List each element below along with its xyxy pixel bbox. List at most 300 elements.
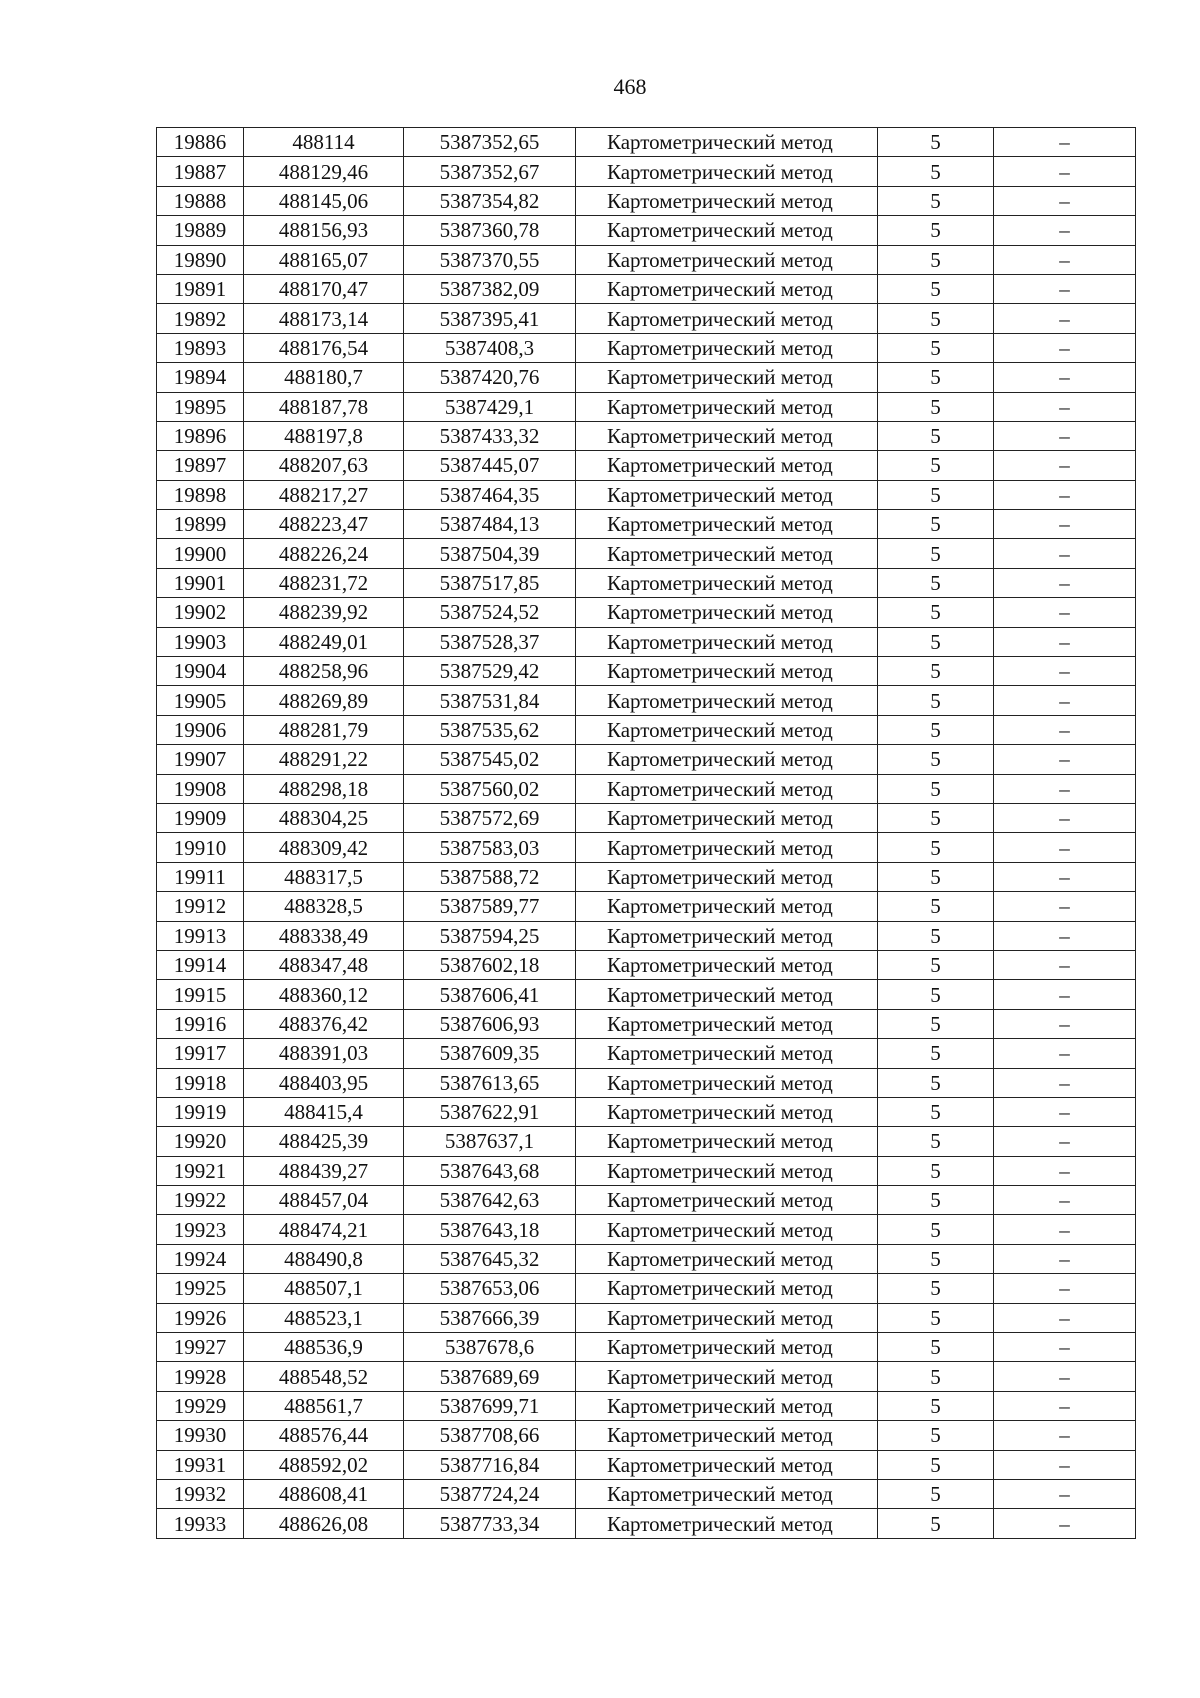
y-coordinate-cell: 5387545,02 bbox=[404, 745, 576, 774]
x-coordinate-cell: 488474,21 bbox=[244, 1215, 404, 1244]
accuracy-cell: 5 bbox=[878, 1303, 994, 1332]
page-number: 468 bbox=[613, 74, 647, 99]
accuracy-cell: 5 bbox=[878, 510, 994, 539]
table-row bbox=[157, 245, 1136, 274]
table-row bbox=[157, 1127, 1136, 1156]
accuracy-cell: 5 bbox=[878, 950, 994, 979]
point-number-cell: 19929 bbox=[157, 1391, 244, 1420]
y-coordinate-cell: 5387609,35 bbox=[404, 1039, 576, 1068]
note-cell: – bbox=[994, 833, 1136, 862]
accuracy-cell: 5 bbox=[878, 363, 994, 392]
method-cell: Картометрический метод bbox=[576, 1097, 878, 1126]
note-cell: – bbox=[994, 510, 1136, 539]
x-coordinate-cell: 488197,8 bbox=[244, 421, 404, 450]
accuracy-cell: 5 bbox=[878, 216, 994, 245]
y-coordinate-cell: 5387395,41 bbox=[404, 304, 576, 333]
method-cell: Картометрический метод bbox=[576, 421, 878, 450]
point-number-cell: 19927 bbox=[157, 1333, 244, 1362]
table-row bbox=[157, 333, 1136, 362]
point-number-cell: 19895 bbox=[157, 392, 244, 421]
table-row bbox=[157, 1039, 1136, 1068]
x-coordinate-cell: 488425,39 bbox=[244, 1127, 404, 1156]
note-cell: – bbox=[994, 921, 1136, 950]
method-cell: Картометрический метод bbox=[576, 1274, 878, 1303]
accuracy-cell: 5 bbox=[878, 1450, 994, 1479]
note-cell: – bbox=[994, 715, 1136, 744]
point-number-cell: 19886 bbox=[157, 128, 244, 157]
point-number-cell: 19925 bbox=[157, 1274, 244, 1303]
y-coordinate-cell: 5387594,25 bbox=[404, 921, 576, 950]
point-number-cell: 19920 bbox=[157, 1127, 244, 1156]
x-coordinate-cell: 488291,22 bbox=[244, 745, 404, 774]
table-row bbox=[157, 598, 1136, 627]
method-cell: Картометрический метод bbox=[576, 1450, 878, 1479]
x-coordinate-cell: 488258,96 bbox=[244, 657, 404, 686]
y-coordinate-cell: 5387589,77 bbox=[404, 892, 576, 921]
accuracy-cell: 5 bbox=[878, 1039, 994, 1068]
method-cell: Картометрический метод bbox=[576, 1303, 878, 1332]
y-coordinate-cell: 5387429,1 bbox=[404, 392, 576, 421]
table-row bbox=[157, 186, 1136, 215]
method-cell: Картометрический метод bbox=[576, 1068, 878, 1097]
method-cell: Картометрический метод bbox=[576, 1156, 878, 1185]
table-row bbox=[157, 803, 1136, 832]
point-number-cell: 19917 bbox=[157, 1039, 244, 1068]
note-cell: – bbox=[994, 1156, 1136, 1185]
note-cell: – bbox=[994, 745, 1136, 774]
note-cell: – bbox=[994, 274, 1136, 303]
note-cell: – bbox=[994, 803, 1136, 832]
method-cell: Картометрический метод bbox=[576, 745, 878, 774]
y-coordinate-cell: 5387606,41 bbox=[404, 980, 576, 1009]
x-coordinate-cell: 488207,63 bbox=[244, 451, 404, 480]
y-coordinate-cell: 5387524,52 bbox=[404, 598, 576, 627]
note-cell: – bbox=[994, 627, 1136, 656]
accuracy-cell: 5 bbox=[878, 333, 994, 362]
method-cell: Картометрический метод bbox=[576, 1362, 878, 1391]
table-row bbox=[157, 980, 1136, 1009]
point-number-cell: 19930 bbox=[157, 1421, 244, 1450]
table-row bbox=[157, 510, 1136, 539]
y-coordinate-cell: 5387678,6 bbox=[404, 1333, 576, 1362]
y-coordinate-cell: 5387354,82 bbox=[404, 186, 576, 215]
y-coordinate-cell: 5387733,34 bbox=[404, 1509, 576, 1538]
method-cell: Картометрический метод bbox=[576, 510, 878, 539]
note-cell: – bbox=[994, 1450, 1136, 1479]
table-row bbox=[157, 392, 1136, 421]
point-number-cell: 19907 bbox=[157, 745, 244, 774]
point-number-cell: 19900 bbox=[157, 539, 244, 568]
method-cell: Картометрический метод bbox=[576, 833, 878, 862]
method-cell: Картометрический метод bbox=[576, 1421, 878, 1450]
accuracy-cell: 5 bbox=[878, 1421, 994, 1450]
y-coordinate-cell: 5387666,39 bbox=[404, 1303, 576, 1332]
accuracy-cell: 5 bbox=[878, 1127, 994, 1156]
note-cell: – bbox=[994, 392, 1136, 421]
x-coordinate-cell: 488415,4 bbox=[244, 1097, 404, 1126]
y-coordinate-cell: 5387360,78 bbox=[404, 216, 576, 245]
table-row bbox=[157, 128, 1136, 157]
x-coordinate-cell: 488328,5 bbox=[244, 892, 404, 921]
y-coordinate-cell: 5387716,84 bbox=[404, 1450, 576, 1479]
table-row bbox=[157, 921, 1136, 950]
point-number-cell: 19916 bbox=[157, 1009, 244, 1038]
y-coordinate-cell: 5387653,06 bbox=[404, 1274, 576, 1303]
y-coordinate-cell: 5387724,24 bbox=[404, 1479, 576, 1508]
note-cell: – bbox=[994, 1244, 1136, 1273]
x-coordinate-cell: 488223,47 bbox=[244, 510, 404, 539]
note-cell: – bbox=[994, 950, 1136, 979]
method-cell: Картометрический метод bbox=[576, 304, 878, 333]
note-cell: – bbox=[994, 363, 1136, 392]
x-coordinate-cell: 488180,7 bbox=[244, 363, 404, 392]
y-coordinate-cell: 5387643,18 bbox=[404, 1215, 576, 1244]
method-cell: Картометрический метод bbox=[576, 892, 878, 921]
accuracy-cell: 5 bbox=[878, 686, 994, 715]
point-number-cell: 19906 bbox=[157, 715, 244, 744]
accuracy-cell: 5 bbox=[878, 186, 994, 215]
note-cell: – bbox=[994, 333, 1136, 362]
method-cell: Картометрический метод bbox=[576, 333, 878, 362]
point-number-cell: 19928 bbox=[157, 1362, 244, 1391]
accuracy-cell: 5 bbox=[878, 1274, 994, 1303]
accuracy-cell: 5 bbox=[878, 1391, 994, 1420]
accuracy-cell: 5 bbox=[878, 715, 994, 744]
note-cell: – bbox=[994, 1009, 1136, 1038]
accuracy-cell: 5 bbox=[878, 627, 994, 656]
table-row bbox=[157, 1509, 1136, 1538]
accuracy-cell: 5 bbox=[878, 128, 994, 157]
coordinates-table-body bbox=[157, 128, 1136, 1539]
table-row bbox=[157, 657, 1136, 686]
point-number-cell: 19919 bbox=[157, 1097, 244, 1126]
note-cell: – bbox=[994, 128, 1136, 157]
accuracy-cell: 5 bbox=[878, 392, 994, 421]
table-row bbox=[157, 715, 1136, 744]
x-coordinate-cell: 488281,79 bbox=[244, 715, 404, 744]
y-coordinate-cell: 5387420,76 bbox=[404, 363, 576, 392]
note-cell: – bbox=[994, 157, 1136, 186]
note-cell: – bbox=[994, 451, 1136, 480]
x-coordinate-cell: 488173,14 bbox=[244, 304, 404, 333]
method-cell: Картометрический метод bbox=[576, 1009, 878, 1038]
note-cell: – bbox=[994, 421, 1136, 450]
accuracy-cell: 5 bbox=[878, 1068, 994, 1097]
accuracy-cell: 5 bbox=[878, 1509, 994, 1538]
x-coordinate-cell: 488457,04 bbox=[244, 1186, 404, 1215]
table-row bbox=[157, 892, 1136, 921]
coordinates-table bbox=[156, 127, 1136, 1539]
x-coordinate-cell: 488176,54 bbox=[244, 333, 404, 362]
accuracy-cell: 5 bbox=[878, 745, 994, 774]
x-coordinate-cell: 488170,47 bbox=[244, 274, 404, 303]
table-row bbox=[157, 568, 1136, 597]
method-cell: Картометрический метод bbox=[576, 480, 878, 509]
note-cell: – bbox=[994, 1479, 1136, 1508]
note-cell: – bbox=[994, 539, 1136, 568]
method-cell: Картометрический метод bbox=[576, 1391, 878, 1420]
y-coordinate-cell: 5387602,18 bbox=[404, 950, 576, 979]
note-cell: – bbox=[994, 657, 1136, 686]
method-cell: Картометрический метод bbox=[576, 1215, 878, 1244]
point-number-cell: 19904 bbox=[157, 657, 244, 686]
x-coordinate-cell: 488608,41 bbox=[244, 1479, 404, 1508]
table-row bbox=[157, 686, 1136, 715]
point-number-cell: 19896 bbox=[157, 421, 244, 450]
method-cell: Картометрический метод bbox=[576, 392, 878, 421]
x-coordinate-cell: 488317,5 bbox=[244, 862, 404, 891]
point-number-cell: 19888 bbox=[157, 186, 244, 215]
table-row bbox=[157, 1186, 1136, 1215]
table-row bbox=[157, 1068, 1136, 1097]
y-coordinate-cell: 5387613,65 bbox=[404, 1068, 576, 1097]
note-cell: – bbox=[994, 686, 1136, 715]
method-cell: Картометрический метод bbox=[576, 774, 878, 803]
x-coordinate-cell: 488231,72 bbox=[244, 568, 404, 597]
y-coordinate-cell: 5387370,55 bbox=[404, 245, 576, 274]
y-coordinate-cell: 5387504,39 bbox=[404, 539, 576, 568]
point-number-cell: 19924 bbox=[157, 1244, 244, 1273]
x-coordinate-cell: 488249,01 bbox=[244, 627, 404, 656]
y-coordinate-cell: 5387352,67 bbox=[404, 157, 576, 186]
method-cell: Картометрический метод bbox=[576, 1479, 878, 1508]
table-row bbox=[157, 1450, 1136, 1479]
y-coordinate-cell: 5387637,1 bbox=[404, 1127, 576, 1156]
table-row bbox=[157, 1362, 1136, 1391]
table-row bbox=[157, 539, 1136, 568]
method-cell: Картометрический метод bbox=[576, 274, 878, 303]
point-number-cell: 19898 bbox=[157, 480, 244, 509]
method-cell: Картометрический метод bbox=[576, 950, 878, 979]
accuracy-cell: 5 bbox=[878, 421, 994, 450]
table-row bbox=[157, 1009, 1136, 1038]
x-coordinate-cell: 488187,78 bbox=[244, 392, 404, 421]
table-row bbox=[157, 745, 1136, 774]
y-coordinate-cell: 5387588,72 bbox=[404, 862, 576, 891]
method-cell: Картометрический метод bbox=[576, 568, 878, 597]
note-cell: – bbox=[994, 1391, 1136, 1420]
y-coordinate-cell: 5387643,68 bbox=[404, 1156, 576, 1185]
point-number-cell: 19910 bbox=[157, 833, 244, 862]
accuracy-cell: 5 bbox=[878, 774, 994, 803]
method-cell: Картометрический метод bbox=[576, 657, 878, 686]
x-coordinate-cell: 488490,8 bbox=[244, 1244, 404, 1273]
table-row bbox=[157, 1097, 1136, 1126]
accuracy-cell: 5 bbox=[878, 274, 994, 303]
method-cell: Картометрический метод bbox=[576, 1333, 878, 1362]
x-coordinate-cell: 488507,1 bbox=[244, 1274, 404, 1303]
method-cell: Картометрический метод bbox=[576, 715, 878, 744]
point-number-cell: 19911 bbox=[157, 862, 244, 891]
y-coordinate-cell: 5387642,63 bbox=[404, 1186, 576, 1215]
accuracy-cell: 5 bbox=[878, 568, 994, 597]
point-number-cell: 19892 bbox=[157, 304, 244, 333]
point-number-cell: 19931 bbox=[157, 1450, 244, 1479]
method-cell: Картометрический метод bbox=[576, 921, 878, 950]
point-number-cell: 19887 bbox=[157, 157, 244, 186]
table-row bbox=[157, 1421, 1136, 1450]
y-coordinate-cell: 5387560,02 bbox=[404, 774, 576, 803]
x-coordinate-cell: 488145,06 bbox=[244, 186, 404, 215]
accuracy-cell: 5 bbox=[878, 1097, 994, 1126]
point-number-cell: 19891 bbox=[157, 274, 244, 303]
accuracy-cell: 5 bbox=[878, 1156, 994, 1185]
point-number-cell: 19905 bbox=[157, 686, 244, 715]
table-row bbox=[157, 627, 1136, 656]
accuracy-cell: 5 bbox=[878, 1333, 994, 1362]
point-number-cell: 19932 bbox=[157, 1479, 244, 1508]
table-row bbox=[157, 363, 1136, 392]
x-coordinate-cell: 488439,27 bbox=[244, 1156, 404, 1185]
point-number-cell: 19918 bbox=[157, 1068, 244, 1097]
accuracy-cell: 5 bbox=[878, 892, 994, 921]
note-cell: – bbox=[994, 1039, 1136, 1068]
y-coordinate-cell: 5387699,71 bbox=[404, 1391, 576, 1420]
x-coordinate-cell: 488309,42 bbox=[244, 833, 404, 862]
point-number-cell: 19923 bbox=[157, 1215, 244, 1244]
method-cell: Картометрический метод bbox=[576, 1509, 878, 1538]
method-cell: Картометрический метод bbox=[576, 803, 878, 832]
note-cell: – bbox=[994, 892, 1136, 921]
note-cell: – bbox=[994, 1274, 1136, 1303]
accuracy-cell: 5 bbox=[878, 657, 994, 686]
x-coordinate-cell: 488391,03 bbox=[244, 1039, 404, 1068]
y-coordinate-cell: 5387531,84 bbox=[404, 686, 576, 715]
accuracy-cell: 5 bbox=[878, 803, 994, 832]
note-cell: – bbox=[994, 186, 1136, 215]
accuracy-cell: 5 bbox=[878, 1009, 994, 1038]
accuracy-cell: 5 bbox=[878, 980, 994, 1009]
method-cell: Картометрический метод bbox=[576, 1244, 878, 1273]
point-number-cell: 19899 bbox=[157, 510, 244, 539]
point-number-cell: 19912 bbox=[157, 892, 244, 921]
table-row bbox=[157, 304, 1136, 333]
x-coordinate-cell: 488376,42 bbox=[244, 1009, 404, 1038]
note-cell: – bbox=[994, 1068, 1136, 1097]
y-coordinate-cell: 5387484,13 bbox=[404, 510, 576, 539]
method-cell: Картометрический метод bbox=[576, 862, 878, 891]
x-coordinate-cell: 488269,89 bbox=[244, 686, 404, 715]
y-coordinate-cell: 5387535,62 bbox=[404, 715, 576, 744]
table-row bbox=[157, 157, 1136, 186]
note-cell: – bbox=[994, 216, 1136, 245]
point-number-cell: 19909 bbox=[157, 803, 244, 832]
y-coordinate-cell: 5387622,91 bbox=[404, 1097, 576, 1126]
y-coordinate-cell: 5387408,3 bbox=[404, 333, 576, 362]
note-cell: – bbox=[994, 1303, 1136, 1332]
method-cell: Картометрический метод bbox=[576, 1127, 878, 1156]
table-row bbox=[157, 1156, 1136, 1185]
point-number-cell: 19921 bbox=[157, 1156, 244, 1185]
accuracy-cell: 5 bbox=[878, 921, 994, 950]
x-coordinate-cell: 488338,49 bbox=[244, 921, 404, 950]
accuracy-cell: 5 bbox=[878, 598, 994, 627]
note-cell: – bbox=[994, 1097, 1136, 1126]
table-row bbox=[157, 480, 1136, 509]
note-cell: – bbox=[994, 862, 1136, 891]
method-cell: Картометрический метод bbox=[576, 980, 878, 1009]
table-row bbox=[157, 862, 1136, 891]
x-coordinate-cell: 488561,7 bbox=[244, 1391, 404, 1420]
x-coordinate-cell: 488403,95 bbox=[244, 1068, 404, 1097]
accuracy-cell: 5 bbox=[878, 1215, 994, 1244]
method-cell: Картометрический метод bbox=[576, 598, 878, 627]
method-cell: Картометрический метод bbox=[576, 1186, 878, 1215]
note-cell: – bbox=[994, 1215, 1136, 1244]
accuracy-cell: 5 bbox=[878, 1186, 994, 1215]
x-coordinate-cell: 488536,9 bbox=[244, 1333, 404, 1362]
point-number-cell: 19922 bbox=[157, 1186, 244, 1215]
y-coordinate-cell: 5387689,69 bbox=[404, 1362, 576, 1391]
accuracy-cell: 5 bbox=[878, 304, 994, 333]
point-number-cell: 19908 bbox=[157, 774, 244, 803]
note-cell: – bbox=[994, 245, 1136, 274]
table-row bbox=[157, 274, 1136, 303]
point-number-cell: 19897 bbox=[157, 451, 244, 480]
table-row bbox=[157, 1333, 1136, 1362]
accuracy-cell: 5 bbox=[878, 1362, 994, 1391]
accuracy-cell: 5 bbox=[878, 1479, 994, 1508]
accuracy-cell: 5 bbox=[878, 245, 994, 274]
x-coordinate-cell: 488239,92 bbox=[244, 598, 404, 627]
x-coordinate-cell: 488347,48 bbox=[244, 950, 404, 979]
table-row bbox=[157, 774, 1136, 803]
table-row bbox=[157, 950, 1136, 979]
point-number-cell: 19893 bbox=[157, 333, 244, 362]
y-coordinate-cell: 5387645,32 bbox=[404, 1244, 576, 1273]
x-coordinate-cell: 488523,1 bbox=[244, 1303, 404, 1332]
note-cell: – bbox=[994, 1127, 1136, 1156]
note-cell: – bbox=[994, 1186, 1136, 1215]
x-coordinate-cell: 488360,12 bbox=[244, 980, 404, 1009]
accuracy-cell: 5 bbox=[878, 480, 994, 509]
table-row bbox=[157, 833, 1136, 862]
table-row bbox=[157, 451, 1136, 480]
note-cell: – bbox=[994, 480, 1136, 509]
method-cell: Картометрический метод bbox=[576, 186, 878, 215]
point-number-cell: 19915 bbox=[157, 980, 244, 1009]
method-cell: Картометрический метод bbox=[576, 245, 878, 274]
y-coordinate-cell: 5387433,32 bbox=[404, 421, 576, 450]
x-coordinate-cell: 488226,24 bbox=[244, 539, 404, 568]
point-number-cell: 19926 bbox=[157, 1303, 244, 1332]
y-coordinate-cell: 5387583,03 bbox=[404, 833, 576, 862]
y-coordinate-cell: 5387529,42 bbox=[404, 657, 576, 686]
method-cell: Картометрический метод bbox=[576, 451, 878, 480]
method-cell: Картометрический метод bbox=[576, 1039, 878, 1068]
accuracy-cell: 5 bbox=[878, 862, 994, 891]
point-number-cell: 19902 bbox=[157, 598, 244, 627]
x-coordinate-cell: 488156,93 bbox=[244, 216, 404, 245]
y-coordinate-cell: 5387352,65 bbox=[404, 128, 576, 157]
point-number-cell: 19890 bbox=[157, 245, 244, 274]
y-coordinate-cell: 5387606,93 bbox=[404, 1009, 576, 1038]
accuracy-cell: 5 bbox=[878, 451, 994, 480]
table-row bbox=[157, 421, 1136, 450]
x-coordinate-cell: 488217,27 bbox=[244, 480, 404, 509]
method-cell: Картометрический метод bbox=[576, 216, 878, 245]
point-number-cell: 19889 bbox=[157, 216, 244, 245]
note-cell: – bbox=[994, 1362, 1136, 1391]
table-row bbox=[157, 1303, 1136, 1332]
y-coordinate-cell: 5387517,85 bbox=[404, 568, 576, 597]
x-coordinate-cell: 488114 bbox=[244, 128, 404, 157]
y-coordinate-cell: 5387528,37 bbox=[404, 627, 576, 656]
method-cell: Картометрический метод bbox=[576, 157, 878, 186]
table-row bbox=[157, 1215, 1136, 1244]
x-coordinate-cell: 488548,52 bbox=[244, 1362, 404, 1391]
point-number-cell: 19901 bbox=[157, 568, 244, 597]
